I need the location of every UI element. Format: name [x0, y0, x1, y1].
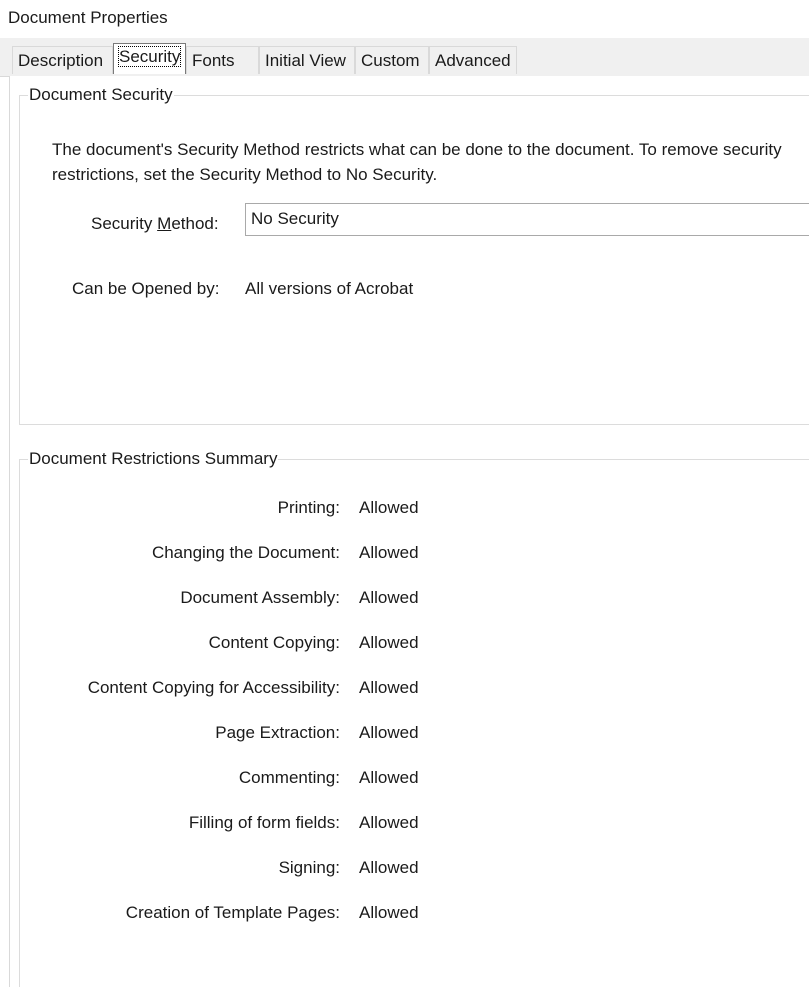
- title-bar: [0, 0, 809, 38]
- tab-initial-view[interactable]: [259, 46, 355, 74]
- filling-form-fields-label: Filling of form fields:: [188, 813, 340, 832]
- security-tab-page: [9, 76, 809, 987]
- content-copying-value: Allowed: [359, 633, 419, 652]
- template-pages-value: Allowed: [359, 903, 419, 922]
- tab-description[interactable]: [12, 46, 113, 74]
- tab-strip: [0, 38, 809, 77]
- tab-initial-view-label: Initial View: [265, 51, 346, 70]
- signing-label: Signing:: [278, 858, 340, 877]
- filling-form-fields-value: Allowed: [359, 813, 419, 832]
- security-description: The document's Security Method restricts what can be done to the document. To remove security restrictions, set the Security Method to No Security.: [52, 140, 782, 184]
- security-method-select[interactable]: [245, 203, 809, 236]
- tab-fonts-label: Fonts: [192, 51, 235, 70]
- content-copying-label: Content Copying:: [208, 633, 340, 652]
- opened-by-value: All versions of Acrobat: [245, 279, 414, 298]
- document-security-group: [19, 85, 809, 425]
- changing-document-value: Allowed: [359, 543, 419, 562]
- security-method-label: Security Method:: [91, 214, 219, 233]
- restrictions-summary-heading: Document Restrictions Summary: [29, 449, 278, 468]
- printing-label: Printing:: [277, 498, 340, 517]
- tab-security[interactable]: [113, 43, 186, 74]
- document-assembly-label: Document Assembly:: [180, 588, 340, 607]
- printing-value: Allowed: [359, 498, 419, 517]
- signing-value: Allowed: [359, 858, 419, 877]
- tab-custom[interactable]: [355, 46, 429, 74]
- tab-advanced[interactable]: [429, 46, 517, 74]
- commenting-value: Allowed: [359, 768, 419, 787]
- commenting-label: Commenting:: [238, 768, 340, 787]
- template-pages-label: Creation of Template Pages:: [125, 903, 340, 922]
- tab-custom-label: Custom: [361, 51, 420, 70]
- restrictions-summary-group: [19, 449, 809, 987]
- security-method-value: No Security: [251, 209, 339, 228]
- changing-document-label: Changing the Document:: [151, 543, 340, 562]
- page-extraction-label: Page Extraction:: [215, 723, 340, 742]
- document-assembly-value: Allowed: [359, 588, 419, 607]
- tab-security-label: Security: [119, 47, 181, 66]
- content-copying-accessibility-label: Content Copying for Accessibility:: [87, 678, 340, 697]
- page-extraction-value: Allowed: [359, 723, 419, 742]
- document-security-heading: Document Security: [29, 85, 173, 104]
- tab-fonts[interactable]: [186, 46, 259, 74]
- content-copying-accessibility-value: Allowed: [359, 678, 419, 697]
- tab-advanced-label: Advanced: [435, 51, 511, 70]
- tab-description-label: Description: [18, 51, 104, 70]
- window-title: Document Properties: [8, 8, 168, 27]
- opened-by-label: Can be Opened by:: [72, 279, 220, 298]
